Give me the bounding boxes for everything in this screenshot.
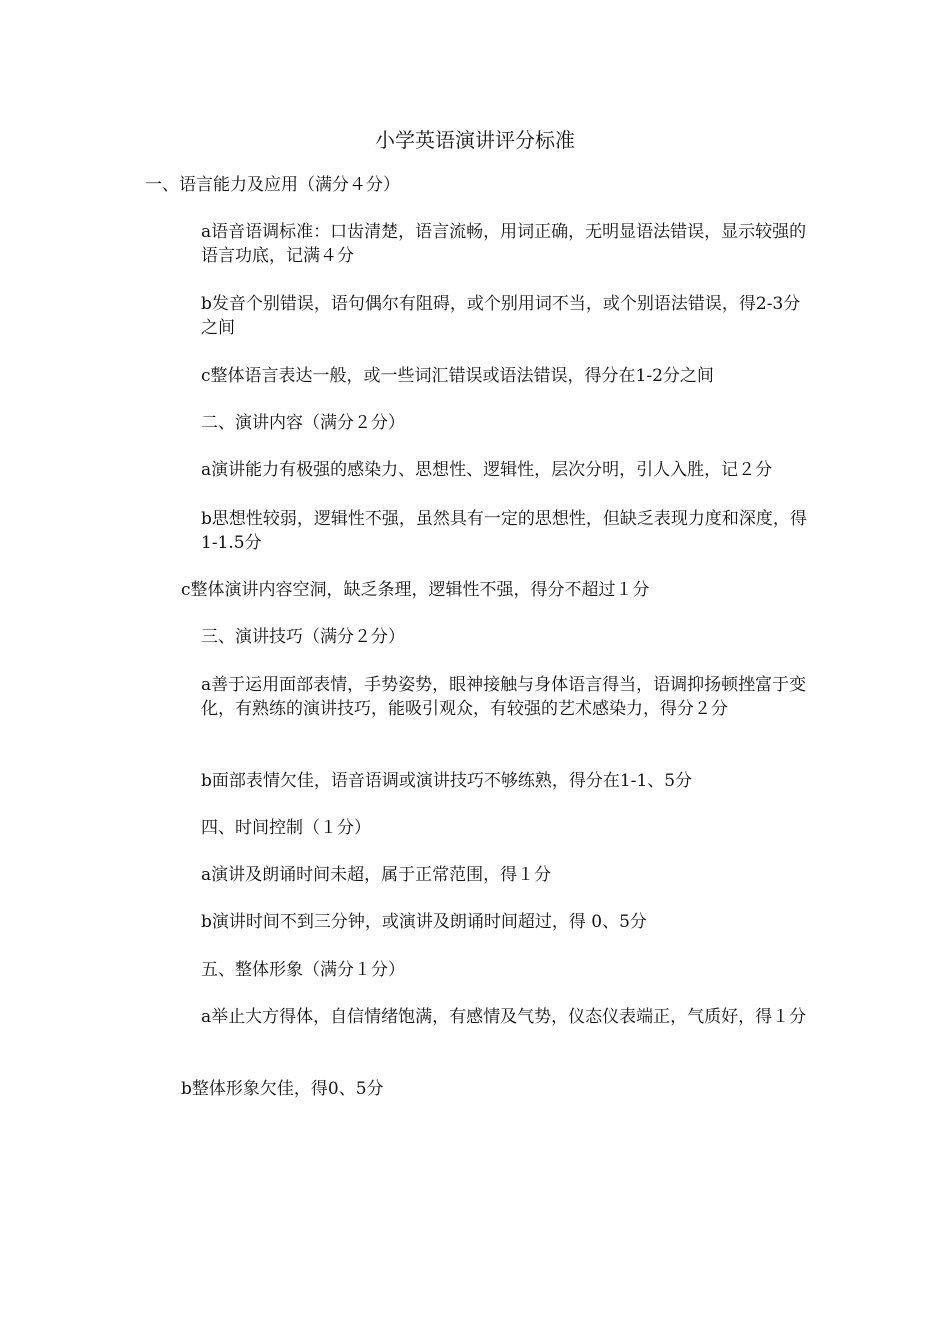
section-2-item-a: a演讲能力有极强的感染力、思想性、逻辑性，层次分明，引人入胜，记２分 [201,460,773,480]
section-4-item-a: a演讲及朗诵时间未超，属于正常范围，得１分 [201,865,552,885]
document-title: 小学英语演讲评分标准 [375,128,575,152]
section-1-item-b: b发音个别错误，语句偶尔有阻碍，或个别用词不当，或个别语法错误，得2-3分之间 [201,294,801,338]
section-5-item-a: a举止大方得体，自信情绪饱满，有感情及气势，仪态仪表端正，气质好，得１分 [201,1007,807,1027]
section-4-heading: 四、时间控制（１分） [201,818,371,838]
section-5-item-b: b整体形象欠佳，得0、5分 [181,1079,384,1099]
section-5-heading: 五、整体形象（满分１分） [201,960,405,980]
section-4-item-b: b演讲时间不到三分钟，或演讲及朗诵时间超过，得 0、5分 [201,912,647,932]
section-3-item-b: b面部表情欠佳，语音语调或演讲技巧不够练熟，得分在1-1、5分 [201,771,693,791]
section-1-heading: 一、语言能力及应用（满分４分） [145,175,400,195]
section-3-heading: 三、演讲技巧（满分２分） [201,627,405,647]
section-2-item-c: c整体演讲内容空洞，缺乏条理，逻辑性不强，得分不超过１分 [181,580,650,600]
section-2-heading: 二、演讲内容（满分２分） [201,413,405,433]
section-1-item-a: a语音语调标准：口齿清楚，语言流畅，用词正确，无明显语法错误，显示较强的语言功底，记满４分 [201,222,807,266]
section-2-item-b: b思想性较弱，逻辑性不强，虽然具有一定的思想性，但缺乏表现力度和深度，得1-1.5分 [201,509,807,553]
section-3-item-a: a善于运用面部表情，手势姿势，眼神接触与身体语言得当，语调抑扬顿挫富于变化，有熟练的演讲技巧，能吸引观众，有较强的艺术感染力，得分２分 [201,675,807,719]
section-1-item-c: c整体语言表达一般，或一些词汇错误或语法错误，得分在1-2分之间 [201,366,714,386]
